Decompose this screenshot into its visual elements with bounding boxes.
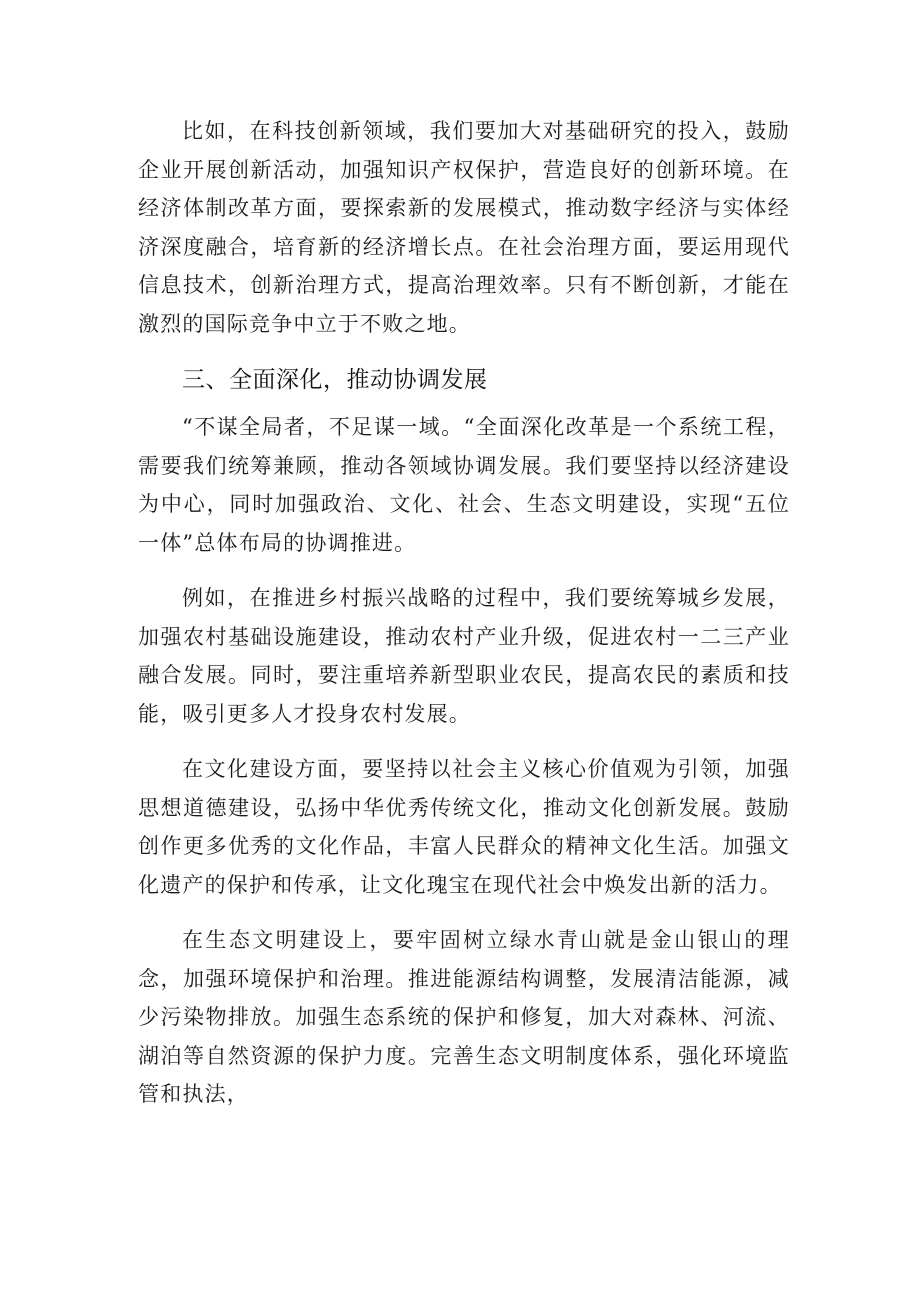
paragraph-overall-situation: “不谋全局者，不足谋一域。“全面深化改革是一个系统工程，需要我们统筹兼顾，推动各领域协调发展。我们要坚持以经济建设为中心，同时加强政治、文化、社会、生态文明建设，实现“五位一体”总体布局的协调推进。 <box>138 415 790 555</box>
paragraph-ecological-civilization: 在生态文明建设上，要牢固树立绿水青山就是金山银山的理念，加强环境保护和治理。推进能源结构调整，发展清洁能源，减少污染物排放。加强生态系统的保护和修复，加大对森林、河流、湖泊等自然资源的保护力度。完善生态文明制度体系，强化环境监管和执法， <box>138 928 790 1106</box>
document-page <box>138 112 790 1131</box>
section-heading: 三、全面深化，推动协调发展 <box>182 367 488 393</box>
paragraph-cultural-construction: 在文化建设方面，要坚持以社会主义核心价值观为引领，加强思想道德建设，弘扬中华优秀传统文化，推动文化创新发展。鼓励创作更多优秀的文化作品，丰富人民群众的精神文化生活。加强文化遗产的保护和传承，让文化瑰宝在现代社会中焕发出新的活力。 <box>138 757 790 897</box>
paragraph-rural-revitalization: 例如，在推进乡村振兴战略的过程中，我们要统筹城乡发展，加强农村基础设施建设，推动农村产业升级，促进农村一二三产业融合发展。同时，要注重培养新型职业农民，提高农民的素质和技能，吸引更多人才投身农村发展。 <box>138 586 790 726</box>
paragraph-tech-innovation: 比如，在科技创新领域，我们要加大对基础研究的投入，鼓励企业开展创新活动，加强知识产权保护，营造良好的创新环境。在经济体制改革方面，要探索新的发展模式，推动数字经济与实体经济深度融合，培育新的经济增长点。在社会治理方面，要运用现代信息技术，创新治理方式，提高治理效率。只有不断创新，才能在激烈的国际竞争中立于不败之地。 <box>138 119 790 336</box>
